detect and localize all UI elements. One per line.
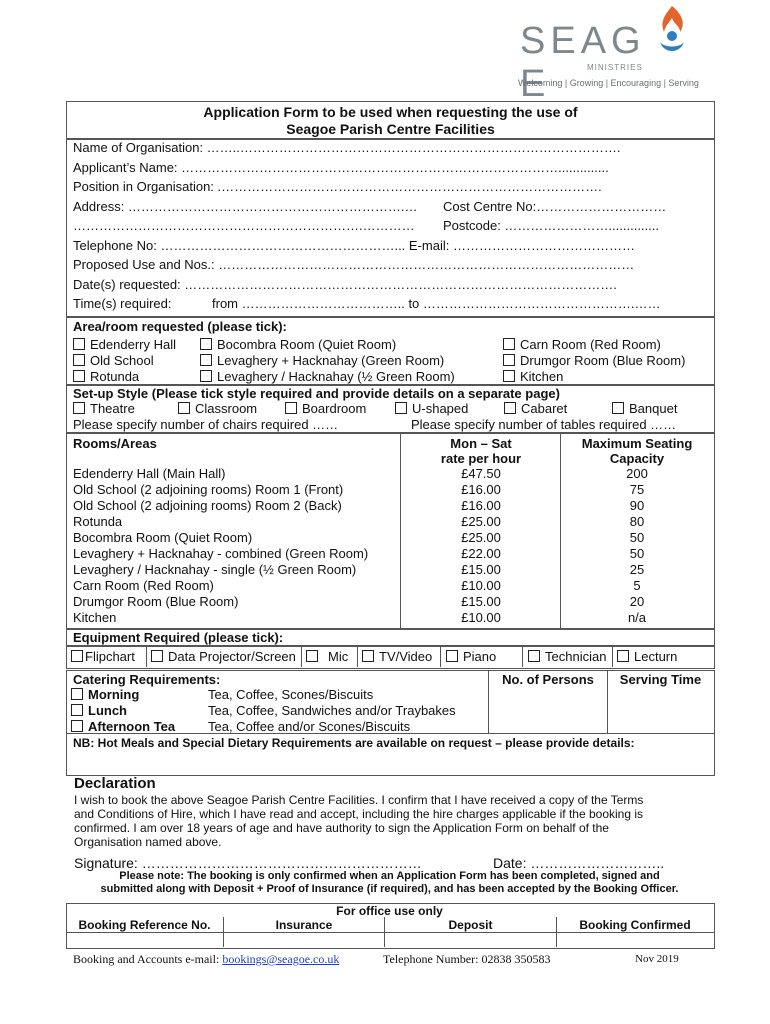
equipment-divider — [522, 645, 523, 667]
area-checkbox-old-school[interactable]: Old School — [73, 353, 154, 368]
chairs-required[interactable]: Please specify number of chairs required …… — [73, 417, 339, 432]
checkbox-icon[interactable] — [200, 370, 212, 382]
catering-note: NB: Hot Meals and Special Dietary Requirements are available on request – please provide details: — [73, 736, 635, 750]
area-checkbox-half-green[interactable]: Levaghery / Hacknahay (½ Green Room) — [200, 369, 455, 384]
declaration-line-3: confirmed. I am over 18 years of age and have authority to sign the Application Form on behalf of the — [74, 821, 609, 835]
rates-header-rate-1: Mon – Sat — [450, 436, 512, 451]
table-row-rate: £47.50 — [461, 466, 501, 481]
checkbox-icon[interactable] — [200, 338, 212, 350]
catering-heading: Catering Requirements: — [73, 672, 221, 687]
checkbox-icon[interactable] — [306, 650, 318, 662]
catering-header-time: Serving Time — [619, 672, 702, 687]
checkbox-icon[interactable] — [73, 402, 85, 414]
table-row-capacity: 50 — [629, 530, 645, 545]
equipment-divider — [357, 645, 358, 667]
table-row-capacity: 200 — [626, 466, 648, 481]
table-row-room: Levaghery + Hacknahay - combined (Green Room) — [73, 546, 369, 561]
footer-date: Nov 2019 — [635, 953, 679, 965]
cost-centre-field[interactable]: Cost Centre No:………………………… — [443, 199, 667, 214]
office-col-booking-ref: Booking Reference No. — [78, 918, 211, 932]
area-checkbox-edenderry[interactable]: Edenderry Hall — [73, 337, 176, 352]
table-row-rate: £22.00 — [461, 546, 501, 561]
table-row-capacity: n/a — [627, 610, 647, 625]
table-row-room: Old School (2 adjoining rooms) Room 2 (Back) — [73, 498, 342, 513]
checkbox-icon[interactable] — [612, 402, 624, 414]
office-col-deposit: Deposit — [448, 918, 493, 932]
table-row-rate: £10.00 — [461, 578, 501, 593]
title-line-1: Application Form to be used when requesting the use of — [203, 104, 578, 120]
checkbox-icon[interactable] — [73, 338, 85, 350]
checkbox-icon[interactable] — [395, 402, 407, 414]
email-link[interactable]: bookings@seagoe.co.uk — [222, 952, 340, 966]
checkbox-icon[interactable] — [503, 338, 515, 350]
table-row-room: Kitchen — [73, 610, 117, 625]
table-row-rate: £15.00 — [461, 562, 501, 577]
rates-header-capacity-1: Maximum Seating — [581, 436, 693, 451]
tables-required[interactable]: Please specify number of tables required …… — [411, 417, 677, 432]
checkbox-icon[interactable] — [528, 650, 540, 662]
logo-tagline: Welcoming | Growing | Encouraging | Serving — [518, 78, 699, 88]
dates-field[interactable]: Date(s) requested: ………………………………………………………………………………………. — [73, 277, 617, 292]
table-row-room: Old School (2 adjoining rooms) Room 1 (Front) — [73, 482, 344, 497]
table-row-room: Bocombra Room (Quiet Room) — [73, 530, 253, 545]
checkbox-icon[interactable] — [73, 354, 85, 366]
area-checkbox-kitchen[interactable]: Kitchen — [503, 369, 563, 384]
footer-phone: Telephone Number: 02838 350583 — [383, 952, 551, 966]
table-row-capacity: 80 — [629, 514, 645, 529]
signature-field[interactable]: Signature: …………………………………………………… — [74, 855, 422, 871]
times-field[interactable]: from ……………………………….. to ………………………………………….…… — [212, 296, 661, 311]
equipment-divider — [301, 645, 302, 667]
catering-header-persons: No. of Persons — [502, 672, 594, 687]
checkbox-icon[interactable] — [503, 370, 515, 382]
checkbox-icon[interactable] — [151, 650, 163, 662]
checkbox-icon[interactable] — [617, 650, 629, 662]
address-field[interactable]: Address: ……………………………………………………….… — [73, 199, 418, 214]
area-checkbox-bocombra[interactable]: Bocombra Room (Quiet Room) — [200, 337, 396, 352]
equipment-checkbox-piano[interactable]: Piano — [446, 649, 496, 664]
equipment-divider — [612, 645, 613, 667]
rates-header-capacity-2: Capacity — [609, 451, 665, 466]
setup-checkbox-u-shaped[interactable]: U-shaped — [395, 401, 468, 416]
catering-checkbox-lunch[interactable]: Lunch — [71, 703, 127, 718]
office-col-insurance: Insurance — [275, 918, 333, 932]
declaration-line-4: Organisation named above. — [74, 835, 222, 849]
logo-word: SEAGE — [520, 20, 646, 105]
area-checkbox-drumgor[interactable]: Drumgor Room (Blue Room) — [503, 353, 685, 368]
table-row-rate: £25.00 — [461, 530, 501, 545]
equipment-divider — [146, 645, 147, 667]
telephone-email-field[interactable]: Telephone No: ………………………………………………... E-mail: …………………………………… — [73, 238, 635, 253]
setup-checkbox-boardroom[interactable]: Boardroom — [285, 401, 366, 416]
area-heading: Area/room requested (please tick): — [73, 319, 287, 334]
catering-desc-morning: Tea, Coffee, Scones/Biscuits — [208, 687, 374, 702]
equipment-checkbox-projector[interactable]: Data Projector/Screen — [151, 649, 296, 664]
rates-header-rooms: Rooms/Areas — [73, 436, 157, 451]
table-row-room: Drumgor Room (Blue Room) — [73, 594, 239, 609]
catering-checkbox-morning[interactable]: Morning — [71, 687, 139, 702]
setup-checkbox-classroom[interactable]: Classroom — [178, 401, 257, 416]
applicant-field[interactable]: Applicant’s Name: …………………………………………………………………………….............. — [73, 160, 609, 175]
setup-checkbox-theatre[interactable]: Theatre — [73, 401, 135, 416]
checkbox-icon[interactable] — [200, 354, 212, 366]
checkbox-icon[interactable] — [362, 650, 374, 662]
declaration-heading: Declaration — [74, 775, 156, 792]
checkbox-icon[interactable] — [71, 650, 83, 662]
equipment-checkbox-flipchart[interactable]: Flipchart — [71, 649, 135, 664]
table-row-capacity: 20 — [629, 594, 645, 609]
area-checkbox-carn[interactable]: Carn Room (Red Room) — [503, 337, 661, 352]
equipment-checkbox-lecturn[interactable]: Lecturn — [617, 649, 677, 664]
equipment-checkbox-tv[interactable]: TV/Video — [362, 649, 432, 664]
table-row-capacity: 90 — [629, 498, 645, 513]
equipment-heading: Equipment Required (please tick): — [73, 630, 284, 645]
table-row-rate: £16.00 — [461, 482, 501, 497]
area-checkbox-green-room[interactable]: Levaghery + Hacknahay (Green Room) — [200, 353, 444, 368]
catering-checkbox-afternoon-tea[interactable]: Afternoon Tea — [71, 719, 175, 734]
checkbox-icon[interactable] — [446, 650, 458, 662]
rates-header-rate-2: rate per hour — [440, 451, 522, 466]
proposed-use-field[interactable]: Proposed Use and Nos.: …………………………………………………………………………………… — [73, 257, 635, 272]
checkbox-icon[interactable] — [71, 688, 83, 700]
booking-note-2: submitted along with Deposit + Proof of Insurance (if required), and has been accepted by the Booking Officer. — [100, 883, 679, 895]
office-divider — [66, 932, 714, 933]
booking-note-1: Please note: The booking is only confirmed when an Application Form has been completed, signed and — [119, 870, 660, 882]
table-row-rate: £15.00 — [461, 594, 501, 609]
table-row-rate: £25.00 — [461, 514, 501, 529]
table-row-room: Edenderry Hall (Main Hall) — [73, 466, 226, 481]
address-line2-field[interactable]: ………………………………………………………….………… — [73, 218, 415, 233]
equipment-checkbox-mic[interactable]: Mic — [306, 649, 348, 664]
table-row-capacity: 25 — [629, 562, 645, 577]
declaration-line-1: I wish to book the above Seagoe Parish Centre Facilities. I confirm that I have received a copy of the Terms — [74, 793, 644, 807]
checkbox-icon[interactable] — [178, 402, 190, 414]
date-field[interactable]: Date: ……………………….. — [493, 855, 665, 871]
table-row-room: Levaghery / Hacknahay - single (½ Green Room) — [73, 562, 357, 577]
setup-heading: Set-up Style (Please tick style required and provide details on a separate page) — [73, 386, 560, 401]
rates-divider — [560, 432, 561, 629]
equipment-divider — [440, 645, 441, 667]
setup-checkbox-cabaret[interactable]: Cabaret — [504, 401, 567, 416]
table-row-rate: £10.00 — [461, 610, 501, 625]
catering-desc-lunch: Tea, Coffee, Sandwiches and/or Traybakes — [208, 703, 456, 718]
form-title — [66, 101, 715, 140]
organisation-field[interactable]: Name of Organisation: ……..……………………………………………………………………………. — [73, 140, 621, 155]
declaration-line-2: and Conditions of Hire, which I have read and accept, including the hire charges applicable if the booking is — [74, 807, 644, 821]
footer-email: Booking and Accounts e-mail: bookings@seagoe.co.uk — [73, 952, 340, 966]
checkbox-icon[interactable] — [285, 402, 297, 414]
checkbox-icon[interactable] — [73, 370, 85, 382]
office-col-booking-confirmed: Booking Confirmed — [579, 918, 691, 932]
rates-divider — [400, 432, 401, 629]
position-field[interactable]: Position in Organisation: .……………………………………………………………………………. — [73, 179, 602, 194]
postcode-field[interactable]: Postcode: …………………….............. — [443, 218, 659, 233]
table-row-capacity: 75 — [629, 482, 645, 497]
checkbox-icon[interactable] — [503, 354, 515, 366]
table-row-capacity: 5 — [633, 578, 641, 593]
table-row-rate: £16.00 — [461, 498, 501, 513]
table-row-room: Carn Room (Red Room) — [73, 578, 214, 593]
logo-ministries: MINISTRIES — [587, 63, 643, 72]
checkbox-icon[interactable] — [71, 704, 83, 716]
checkbox-icon[interactable] — [504, 402, 516, 414]
seagoe-logo — [515, 0, 705, 105]
title-line-2: Seagoe Parish Centre Facilities — [286, 121, 495, 137]
checkbox-icon[interactable] — [71, 720, 83, 732]
times-label: Time(s) required: — [73, 296, 172, 311]
setup-checkbox-banquet[interactable]: Banquet — [612, 401, 677, 416]
table-row-capacity: 50 — [629, 546, 645, 561]
office-use-heading: For office use only — [336, 904, 443, 918]
table-row-room: Rotunda — [73, 514, 123, 529]
area-checkbox-rotunda[interactable]: Rotunda — [73, 369, 139, 384]
equipment-checkbox-technician[interactable]: Technician — [528, 649, 606, 664]
catering-desc-afternoon-tea: Tea, Coffee and/or Scones/Biscuits — [208, 719, 411, 734]
